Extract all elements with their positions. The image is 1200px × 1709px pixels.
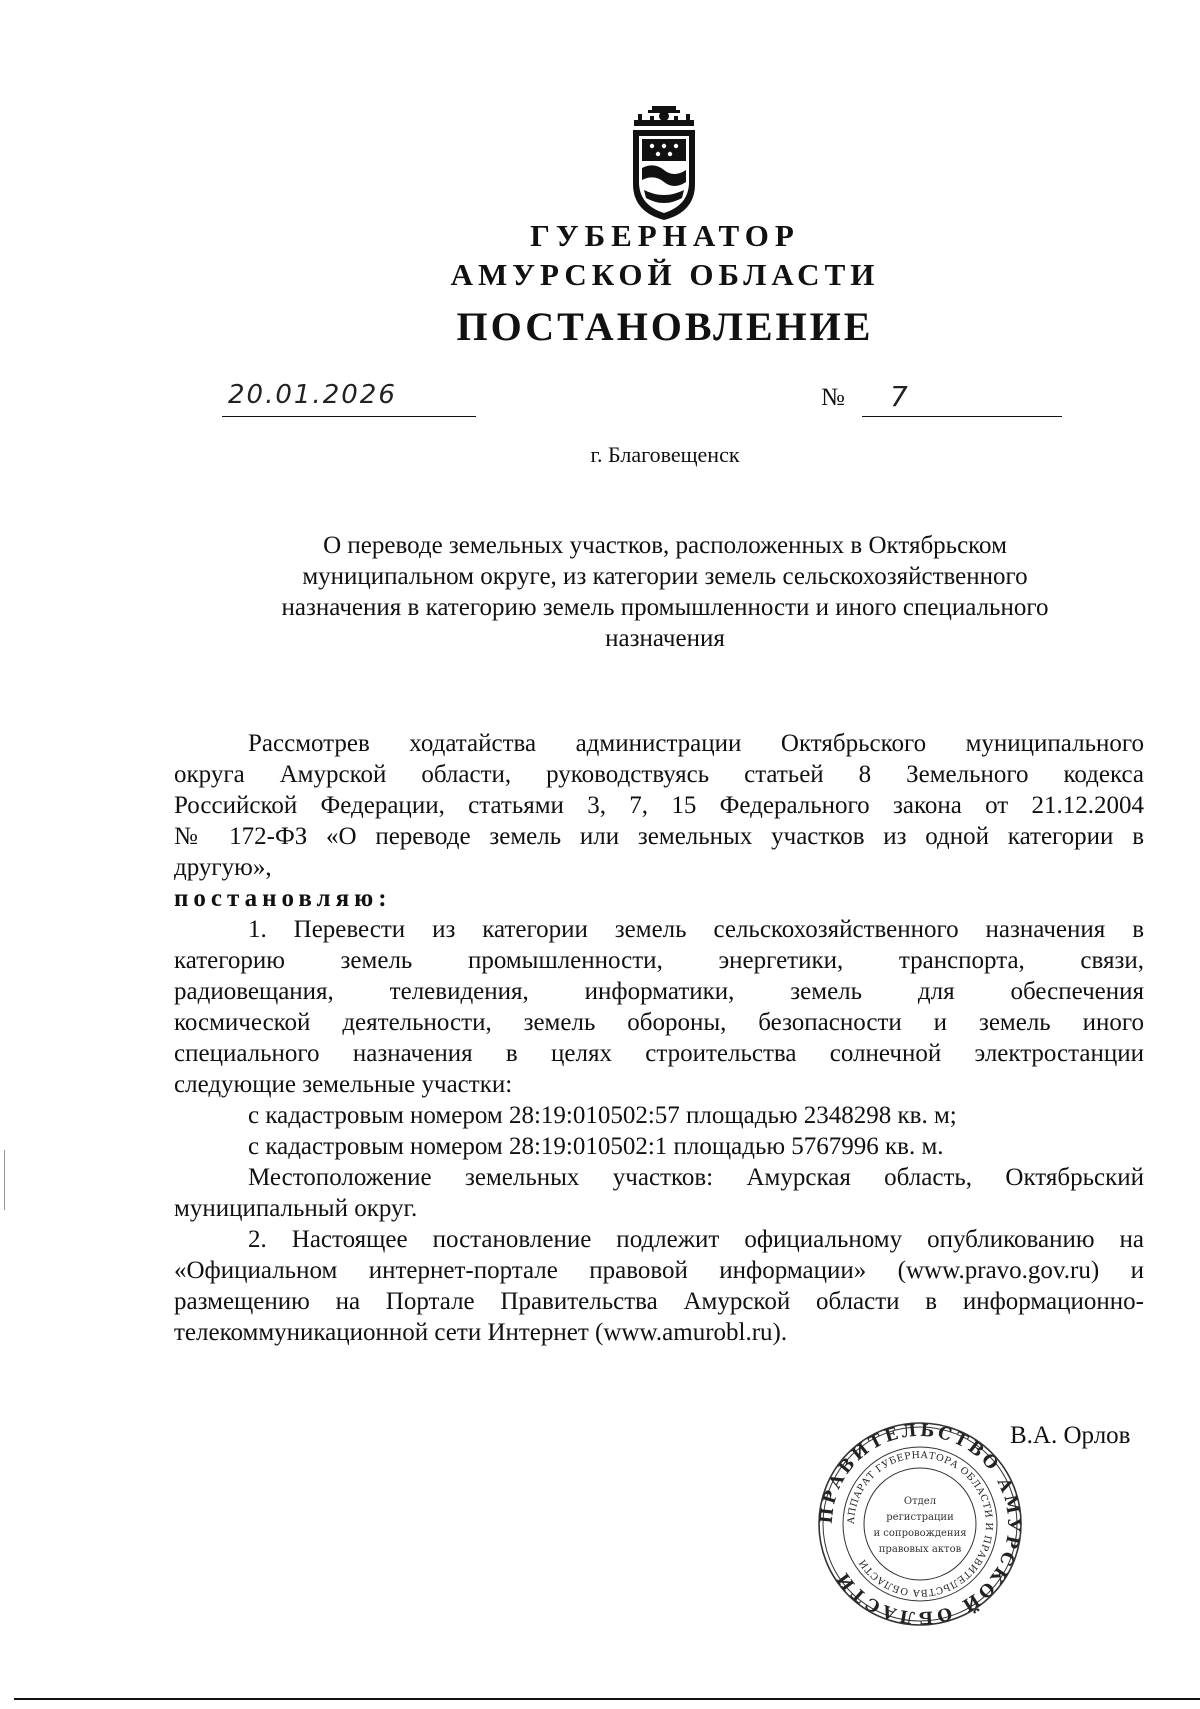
text-line: следующие земельные участки: — [174, 1071, 513, 1098]
text-line: «Официальном интернет-портале правовой информации» (www.pravo.gov.ru) и — [174, 1257, 1144, 1284]
stamp-center-line: и сопровождения — [873, 1528, 967, 1539]
location-paragraph — [174, 1162, 1144, 1224]
number-label: № — [821, 384, 845, 411]
text-line: другую», — [174, 854, 272, 881]
parcel-line: с кадастровым номером 28:19:010502:1 площадью 5767996 кв. м. — [248, 1133, 944, 1160]
text-line: муниципальный округ. — [174, 1195, 418, 1222]
parcel-line: с кадастровым номером 28:19:010502:57 площадью 2348298 кв. м; — [248, 1102, 957, 1129]
text-line: 1. Перевести из категории земель сельскохозяйственного назначения в — [248, 916, 1144, 943]
svg-text:АППАРАТ ГУБЕРНАТОРА ОБЛАСТИ И — [846, 1450, 994, 1598]
document-body — [174, 728, 1144, 1348]
stamp-center-line: регистрации — [886, 1512, 954, 1523]
document-subject — [200, 530, 1130, 654]
text-line: категорию земель промышленности, энергетики, транспорта, связи, — [174, 947, 1144, 974]
text-line: округа Амурской области, руководствуясь статьей 8 Земельного кодекса — [174, 761, 1144, 788]
number-field — [862, 380, 1062, 417]
handwritten-date: 20.01.2026 — [228, 380, 397, 410]
scan-edge-mark — [4, 1150, 5, 1210]
subject-line: муниципальном округе, из категории земель сельскохозяйственного — [302, 563, 1028, 590]
text-line: размещению на Портале Правительства Амурской области в информационно- — [174, 1288, 1144, 1315]
text-line: Местоположение земельных участков: Амурская область, Октябрьский — [248, 1164, 1144, 1191]
clause-2 — [174, 1224, 1144, 1348]
stamp-inner-text: АППАРАТ ГУБЕРНАТОРА ОБЛАСТИ И ПРАВИТЕЛЬСТВА ОБЛАСТИ — [845, 1449, 995, 1599]
text-line: 2. Настоящее постановление подлежит официальному опубликованию на — [248, 1226, 1144, 1253]
preamble-paragraph — [174, 728, 1144, 883]
text-line: радиовещания, телевидения, информатики, земель для обеспечения — [174, 978, 1144, 1005]
registration-stamp — [816, 1420, 1024, 1628]
decree-word: постановляю: — [174, 885, 392, 912]
document-type-title: ПОСТАНОВЛЕНИЕ — [456, 304, 874, 349]
bottom-rule — [14, 1698, 1200, 1700]
text-line: космической деятельности, земель обороны, безопасности и земель иного — [174, 1009, 1144, 1036]
handwritten-number: 7 — [890, 380, 908, 413]
clause-1 — [174, 914, 1144, 1100]
text-line: Рассмотрев ходатайства администрации Октябрьского муниципального — [248, 730, 1144, 757]
coat-of-arms-emblem — [628, 104, 700, 222]
city-name: г. Благовещенск — [590, 442, 740, 467]
header-region: АМУРСКОЙ ОБЛАСТИ — [450, 257, 880, 292]
subject-line: назначения — [605, 625, 725, 652]
subject-line: назначения в категорию земель промышленности и иного специального — [281, 594, 1049, 621]
stamp-outer-text: ПРАВИТЕЛЬСТВО АМУРСКОЙ ОБЛАСТИ — [816, 1420, 1024, 1628]
text-line: специального назначения в целях строительства солнечной электростанции — [174, 1040, 1144, 1067]
text-line: Российской Федерации, статьями 3, 7, 15 Федерального закона от 21.12.2004 — [174, 792, 1144, 819]
signatory-name: В.А. Орлов — [1010, 1422, 1131, 1449]
date-field — [222, 380, 476, 417]
stamp-center-line: Отдел — [903, 1496, 937, 1507]
header-governor: ГУБЕРНАТОР — [530, 218, 800, 253]
text-line: № 172-ФЗ «О переводе земель или земельных участков из одной категории в — [174, 823, 1144, 850]
stamp-center-line: правовых актов — [878, 1544, 962, 1555]
subject-line: О переводе земельных участков, расположенных в Октябрьском — [323, 532, 1007, 559]
text-line: телекоммуникационной сети Интернет (www.amurobl.ru). — [174, 1319, 788, 1346]
